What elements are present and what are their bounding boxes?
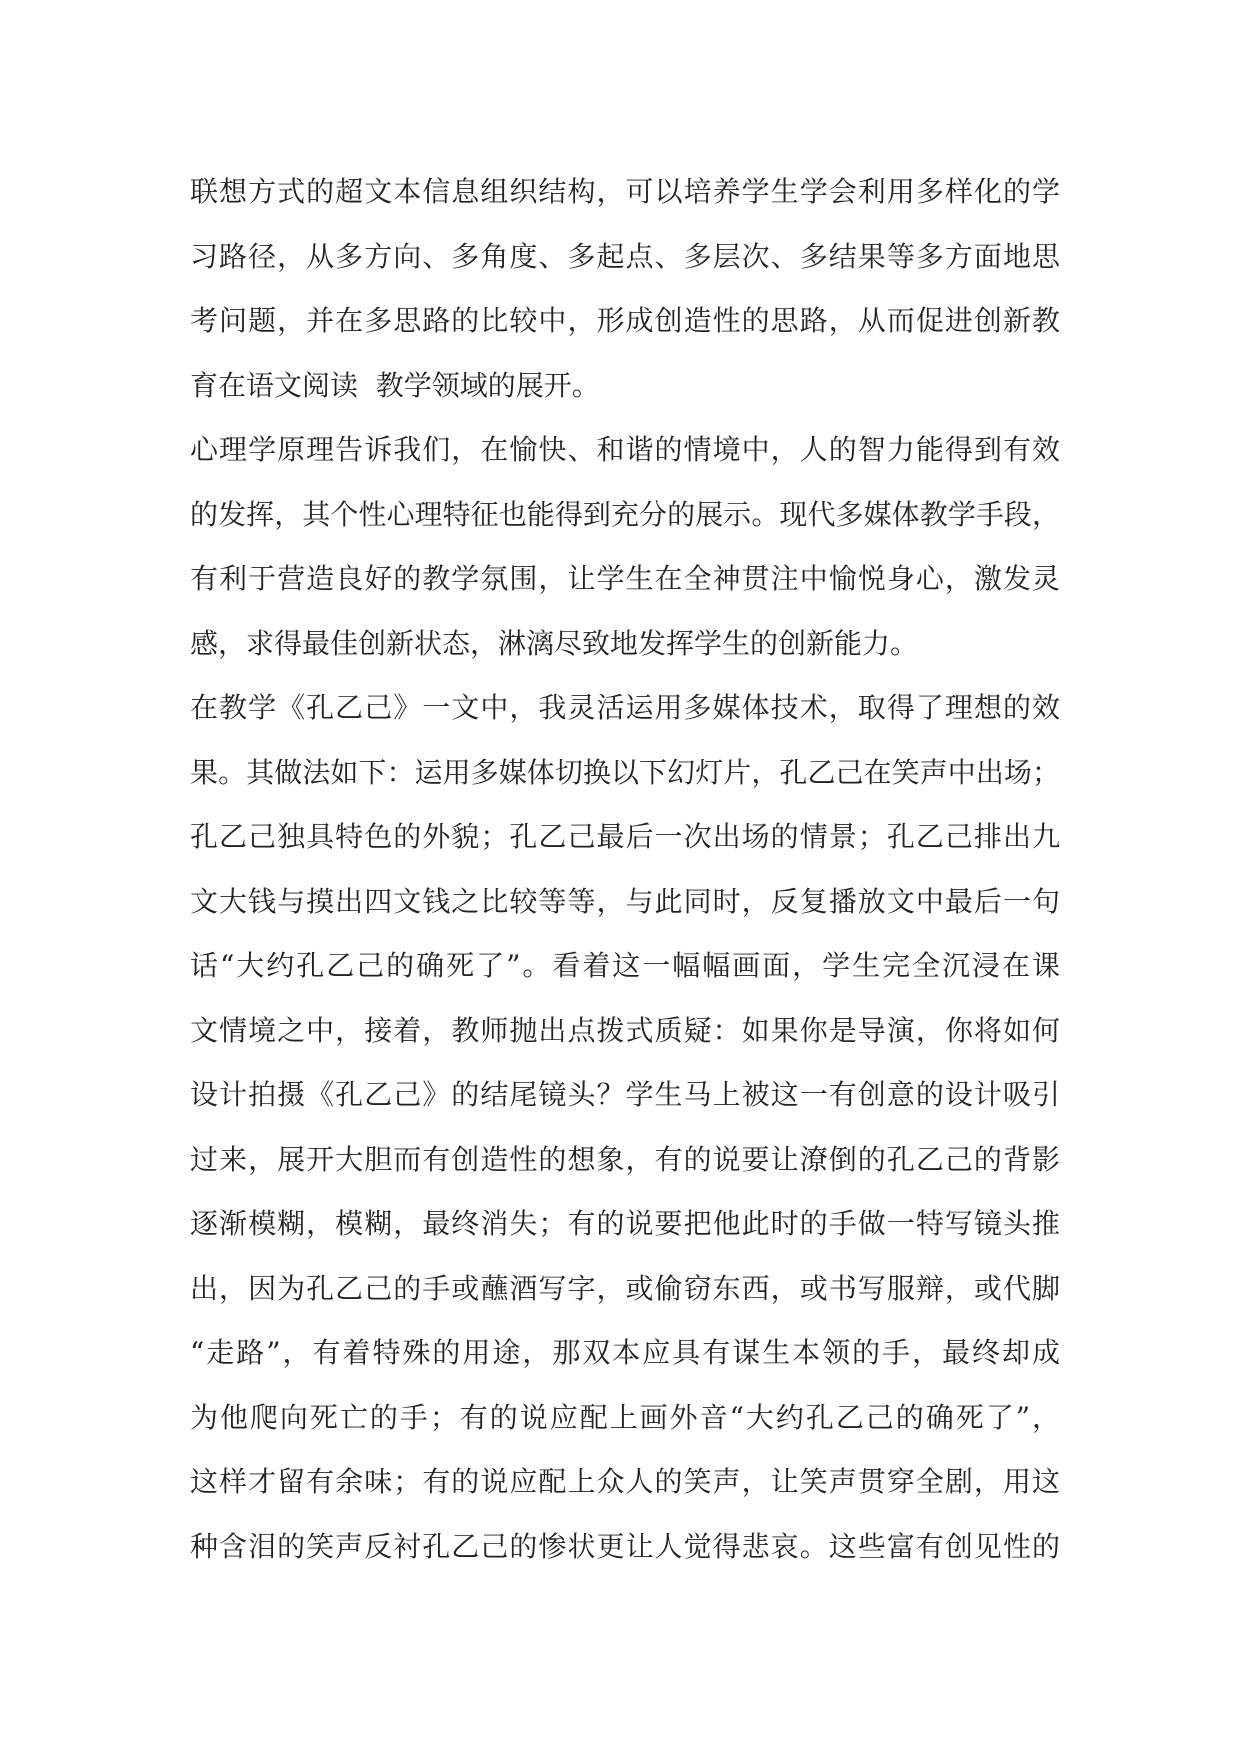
text-line: 文大钱与摸出四文钱之比较等等，与此同时，反复播放文中最后一句 — [190, 884, 1060, 918]
paragraph — [190, 418, 1060, 676]
text-line: 这样才留有余味；有的说应配上众人的笑声，让笑声贯穿全剧，用这 — [190, 1465, 1060, 1498]
text-line: 在教学《孔乙己》一文中，我灵活运用多媒体技术，取得了理想的效 — [190, 691, 1060, 724]
text-line: 孔乙己独具特色的外貌；孔乙己最后一次出场的情景；孔乙己排出九 — [190, 820, 1060, 853]
text-line: 为他爬向死亡的手；有的说应配上画外音“大约孔乙己的确死了”， — [190, 1400, 1060, 1434]
text-line: 育在语文阅读 教学领域的展开。 — [190, 368, 600, 402]
text-line: 话“大约孔乙己的确死了”。看着这一幅幅画面，学生完全沉浸在课 — [190, 949, 1060, 982]
text-line: 文情境之中，接着，教师抛出点拨式质疑：如果你是导演，你将如何 — [190, 1013, 1060, 1047]
text-line: 果。其做法如下：运用多媒体切换以下幻灯片，孔乙己在笑声中出场； — [190, 755, 1060, 789]
text-line: 设计拍摄《孔乙己》的结尾镜头？学生马上被这一有创意的设计吸引 — [190, 1078, 1060, 1111]
text-line: 联想方式的超文本信息组织结构，可以培养学生学会利用多样化的学 — [190, 175, 1060, 208]
text-line: 过来，展开大胆而有创造性的想象，有的说要让潦倒的孔乙己的背影 — [190, 1142, 1060, 1176]
text-line: 感，求得最佳创新状态，淋漓尽致地发挥学生的创新能力。 — [190, 626, 919, 660]
text-line: 有利于营造良好的教学氛围，让学生在全神贯注中愉悦身心，激发灵 — [190, 562, 1060, 595]
body-text — [190, 160, 1060, 1579]
text-line: 心理学原理告诉我们，在愉快、和谐的情境中，人的智力能得到有效 — [190, 433, 1060, 466]
text-line: 出，因为孔乙己的手或蘸酒写字，或偷窃东西，或书写服辩，或代脚 — [190, 1271, 1060, 1305]
text-line: 种含泪的笑声反衬孔乙己的惨状更让人觉得悲哀。这些富有创见性的 — [190, 1529, 1060, 1563]
text-line: “走路”，有着特殊的用途，那双本应具有谋生本领的手，最终却成 — [190, 1336, 1060, 1369]
paragraph — [190, 160, 1060, 418]
text-line: 考问题，并在多思路的比较中，形成创造性的思路，从而促进创新教 — [190, 304, 1060, 337]
text-line: 习路径，从多方向、多角度、多起点、多层次、多结果等多方面地思 — [190, 239, 1060, 273]
text-line: 逐渐模糊，模糊，最终消失；有的说要把他此时的手做一特写镜头推 — [190, 1207, 1060, 1240]
paragraph — [190, 676, 1060, 1579]
text-line: 的发挥，其个性心理特征也能得到充分的展示。现代多媒体教学手段， — [190, 497, 1060, 531]
